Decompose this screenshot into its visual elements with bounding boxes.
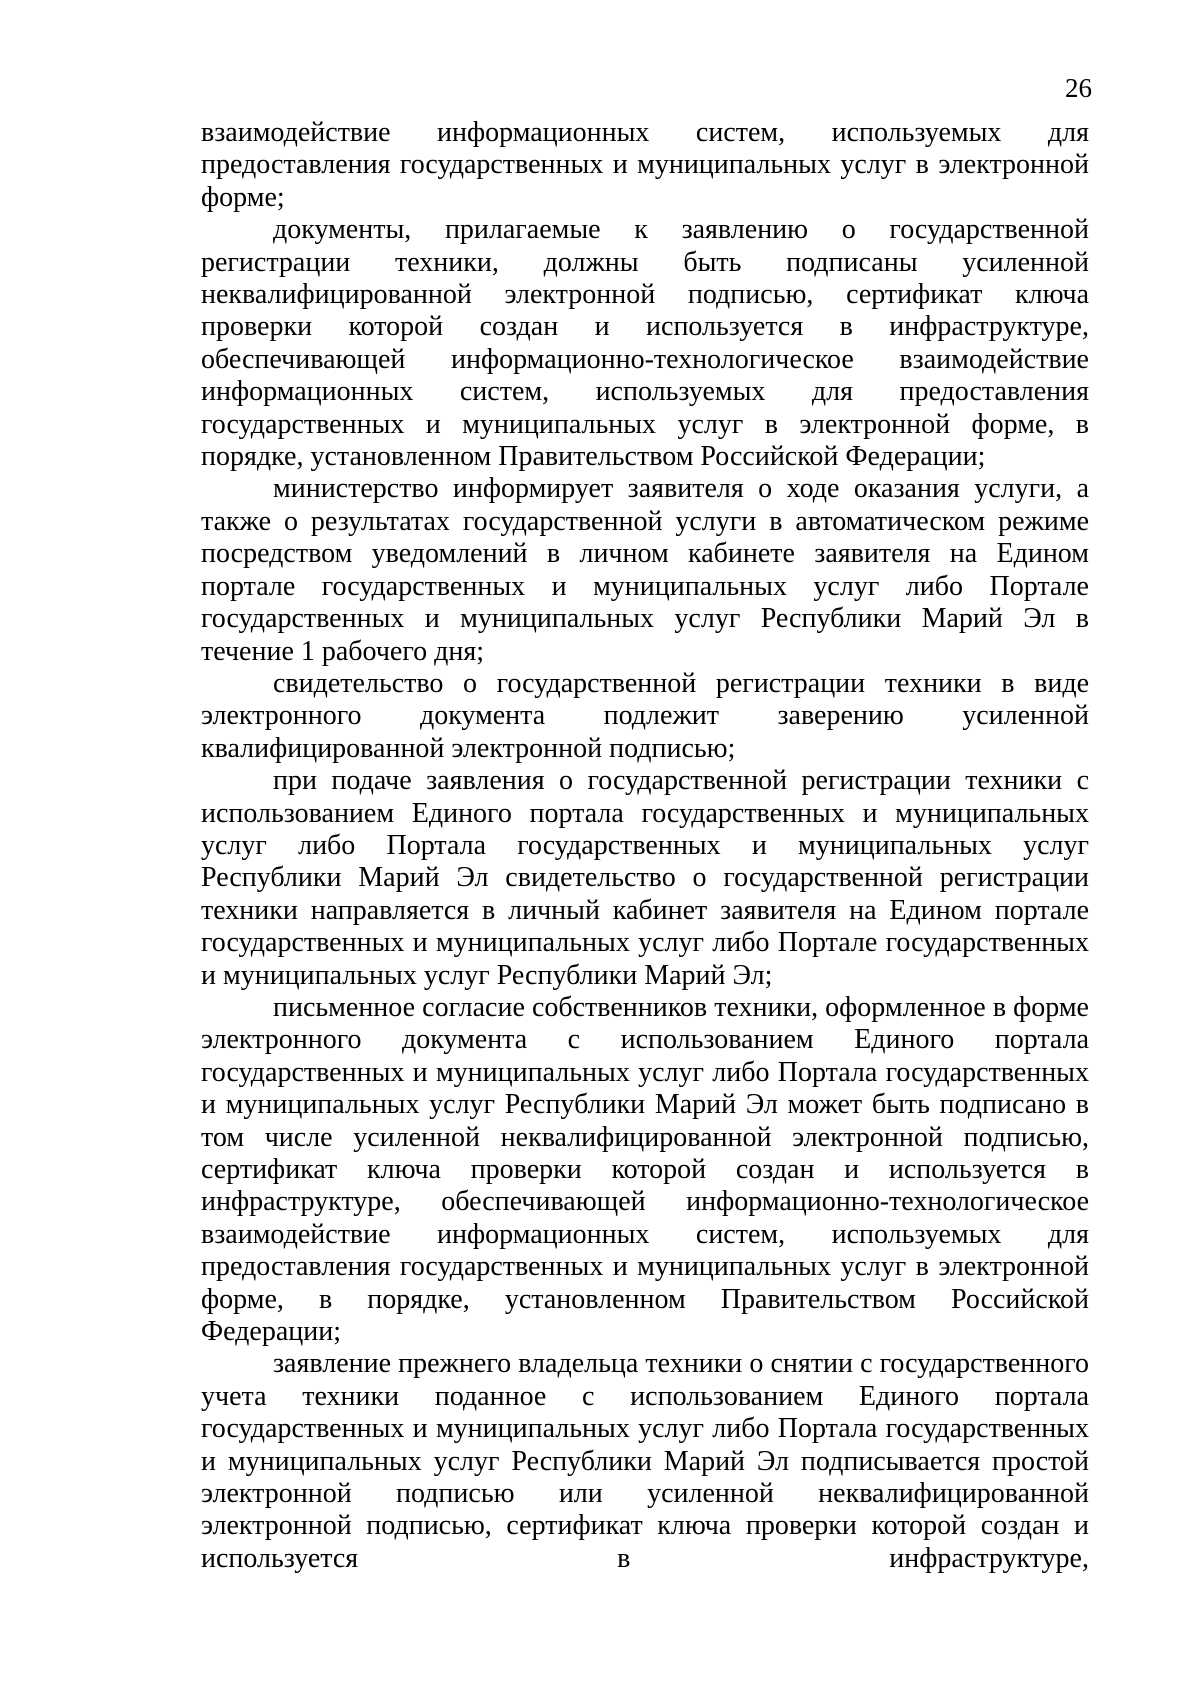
paragraph-continuation: взаимодействие информационных систем, используемых для предоставления государственных и муниципальных услуг в электронной форме; (201, 117, 1089, 213)
document-body (201, 117, 1089, 1575)
paragraph-certificate-electronic: свидетельство о государственной регистрации техники в виде электронного документа подлежит заверению усиленной квалифицированной электронной подписью; (201, 667, 1089, 764)
paragraph-application-portal: при подаче заявления о государственной регистрации техники с использованием Единого портала государственных и муниципальных услуг либо Портала государственных и муниципальных услуг Республики Марий Эл свидетельство о государственной регистрации техники направляется в личный кабинет заявителя на Едином портале государственных и муниципальных услуг либо Портале государственных и муниципальных услуг Республики Марий Эл; (201, 765, 1089, 991)
paragraph-ministry-informs: министерство информирует заявителя о ходе оказания услуги, а также о результатах государственной услуги в автоматическом режиме посредством уведомлений в личном кабинете заявителя на Едином портале государственных и муниципальных услуг либо Портале государственных и муниципальных услуг Республики Марий Эл в течение 1 рабочего дня; (201, 473, 1089, 667)
paragraph-owner-consent: письменное согласие собственников техники, оформленное в форме электронного документа с использованием Единого портала государственных и муниципальных услуг либо Портала государственных и муниципальных услуг Республики Марий Эл может быть подписано в том числе усиленной неквалифицированной электронной подписью, сертификат ключа проверки которой создан и используется в инфраструктуре, обеспечивающей информационно-технологическое взаимодействие информационных систем, используемых для предоставления государственных и муниципальных услуг в электронной форме, в порядке, установленном Правительством Российской Федерации; (201, 991, 1089, 1348)
paragraph-previous-owner-application: заявление прежнего владельца техники о снятии с государственного учета техники поданное с использованием Единого портала государственных и муниципальных услуг либо Портала государственных и муниципальных услуг Республики Марий Эл подписывается простой электронной подписью или усиленной неквалифицированной электронной подписью, сертификат ключа проверки которой создан и используется в инфраструктуре, (201, 1348, 1089, 1574)
paragraph-documents-signature: документы, прилагаемые к заявлению о государственной регистрации техники, должны быть подписаны усиленной неквалифицированной электронной подписью, сертификат ключа проверки которой создан и используется в инфраструктуре, обеспечивающей информационно-технологическое взаимодействие информационных систем, используемых для предоставления государственных и муниципальных услуг в электронной форме, в порядке, установленном Правительством Российской Федерации; (201, 214, 1089, 473)
page-number: 26 (1065, 73, 1092, 103)
